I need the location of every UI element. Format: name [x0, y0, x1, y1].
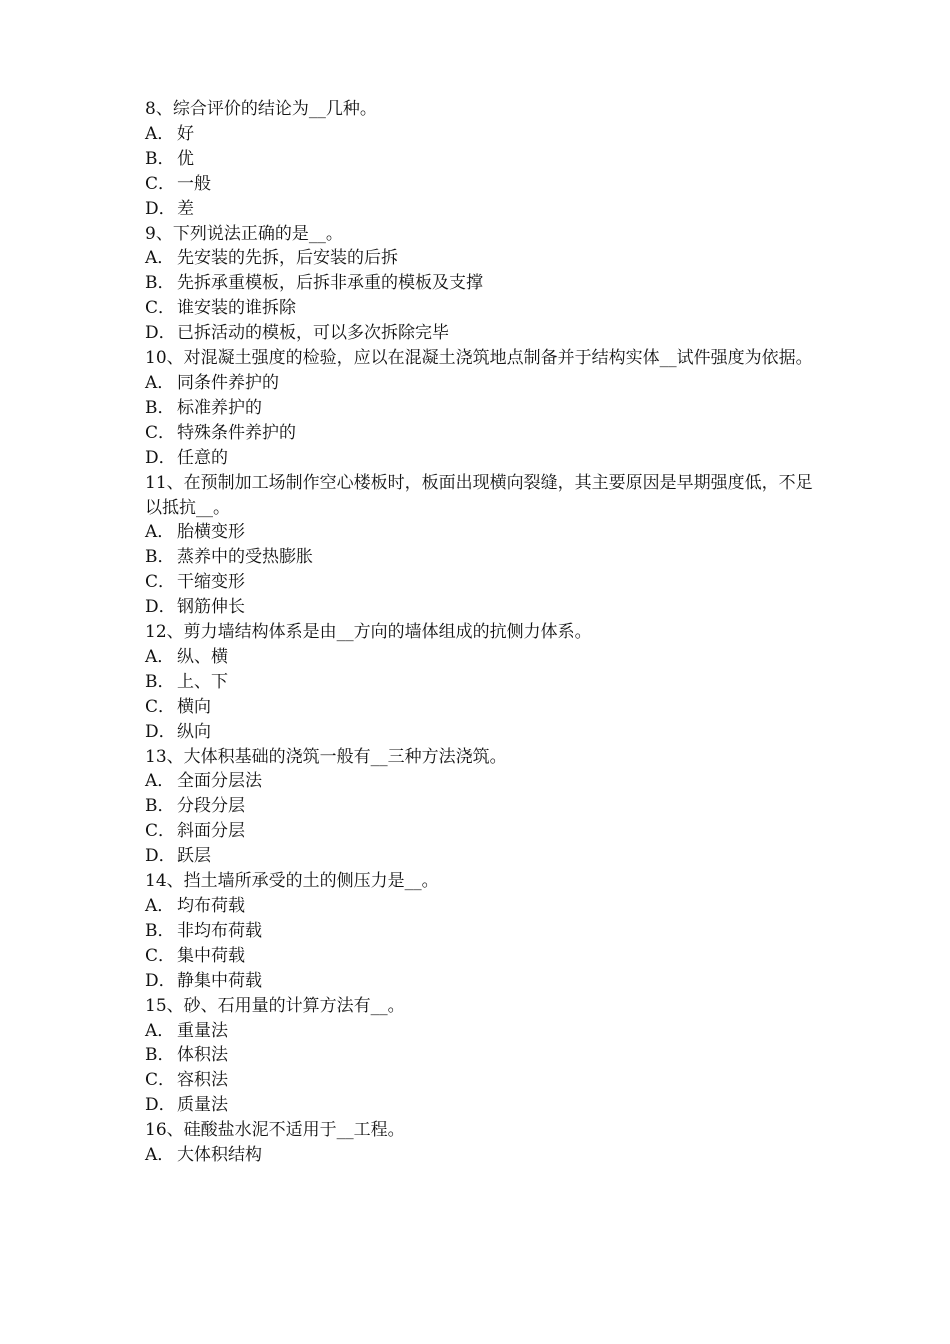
option-c: [145, 695, 815, 720]
option-text: 胎横变形: [177, 522, 245, 543]
option-letter: A．: [145, 1020, 175, 1041]
option-a: [145, 894, 815, 919]
option-text: 纵向: [177, 721, 211, 742]
option-d: [145, 446, 815, 471]
option-letter: D．: [145, 323, 176, 344]
option-letter: C．: [145, 572, 176, 593]
question-block: [145, 346, 815, 471]
option-b: [145, 147, 815, 172]
option-text: 大体积结构: [177, 1145, 262, 1166]
option-text: 任意的: [177, 447, 228, 468]
option-text: 干缩变形: [177, 572, 245, 593]
option-letter: B．: [145, 148, 175, 169]
option-letter: A．: [145, 896, 175, 916]
option-text: 蒸养中的受热膨胀: [177, 547, 313, 568]
question-list: [145, 97, 815, 1168]
option-text: 优: [177, 148, 194, 169]
option-letter: D．: [145, 970, 176, 991]
question-block: [145, 994, 815, 1119]
option-letter: C．: [145, 1070, 176, 1091]
question-stem: 13、大体积基础的浇筑一般有__三种方法浇筑。: [145, 746, 507, 767]
option-letter: C．: [145, 422, 176, 443]
question-block: [145, 1118, 815, 1168]
option-b: [145, 396, 815, 421]
option-text: 上、下: [177, 671, 228, 692]
option-text: 差: [177, 198, 194, 219]
option-letter: B．: [145, 1045, 175, 1066]
option-letter: D．: [145, 198, 176, 219]
option-text: 静集中荷载: [177, 970, 262, 991]
option-d: [145, 321, 815, 346]
option-letter: B．: [145, 547, 175, 568]
option-text: 好: [177, 123, 194, 144]
question-block: [145, 745, 815, 870]
option-letter: A．: [145, 248, 175, 269]
option-a: [145, 1019, 815, 1044]
option-a: [145, 769, 815, 794]
option-b: [145, 794, 815, 819]
option-letter: D．: [145, 1095, 176, 1116]
question-block: [145, 869, 815, 994]
option-text: 重量法: [177, 1020, 228, 1041]
question-stem: 16、硅酸盐水泥不适用于__工程。: [145, 1120, 405, 1141]
option-letter: C．: [145, 821, 176, 842]
option-d: [145, 197, 815, 222]
question-stem: 12、剪力墙结构体系是由__方向的墙体组成的抗侧力体系。: [145, 622, 592, 643]
question-block: [145, 471, 815, 620]
question-stem: 14、挡土墙所承受的土的侧压力是__。: [145, 871, 439, 892]
option-text: 分段分层: [177, 796, 245, 817]
question-stem: 15、砂、石用量的计算方法有__。: [145, 995, 405, 1016]
option-letter: A．: [145, 372, 175, 393]
option-letter: A．: [145, 123, 175, 144]
option-text: 钢筋伸长: [177, 597, 245, 618]
option-text: 谁安装的谁拆除: [177, 298, 296, 319]
option-d: [145, 595, 815, 620]
option-d: [145, 1093, 815, 1118]
question-block: [145, 620, 815, 745]
option-c: [145, 296, 815, 321]
option-text: 全面分层法: [177, 771, 262, 792]
option-text: 已拆活动的模板，可以多次拆除完毕: [177, 323, 449, 344]
option-a: [145, 246, 815, 271]
option-text: 标准养护的: [177, 397, 262, 418]
option-c: [145, 172, 815, 197]
option-letter: D．: [145, 447, 176, 468]
option-b: [145, 670, 815, 695]
option-text: 质量法: [177, 1095, 228, 1116]
option-text: 均布荷载: [177, 896, 245, 916]
option-b: [145, 271, 815, 296]
option-letter: A．: [145, 771, 175, 792]
option-letter: C．: [145, 696, 176, 717]
option-text: 先安装的先拆，后安装的后拆: [177, 248, 398, 269]
option-text: 跃层: [177, 846, 211, 867]
option-b: [145, 545, 815, 570]
option-a: [145, 371, 815, 396]
option-b: [145, 919, 815, 944]
option-letter: B．: [145, 796, 175, 817]
option-a: [145, 1143, 815, 1168]
option-letter: B．: [145, 920, 175, 941]
question-block: [145, 222, 815, 347]
option-letter: B．: [145, 273, 175, 294]
option-letter: D．: [145, 846, 176, 867]
option-text: 先拆承重模板，后拆非承重的模板及支撑: [177, 273, 483, 294]
option-letter: C．: [145, 945, 176, 966]
option-text: 集中荷载: [177, 945, 245, 966]
option-text: 横向: [177, 696, 211, 717]
option-text: 同条件养护的: [177, 372, 279, 393]
option-a: [145, 645, 815, 670]
option-c: [145, 570, 815, 595]
option-d: [145, 844, 815, 869]
option-letter: A．: [145, 646, 175, 667]
option-letter: B．: [145, 397, 175, 418]
option-text: 纵、横: [177, 646, 228, 667]
question-stem: 11、在预制加工场制作空心楼板时，板面出现横向裂缝，其主要原因是早期强度低，不足以抵抗__。: [145, 472, 813, 518]
option-d: [145, 720, 815, 745]
option-letter: D．: [145, 597, 176, 618]
option-letter: D．: [145, 721, 176, 742]
option-d: [145, 969, 815, 994]
option-text: 非均布荷载: [177, 920, 262, 941]
option-text: 一般: [177, 173, 211, 194]
option-letter: A．: [145, 522, 175, 543]
option-letter: C．: [145, 298, 176, 319]
option-text: 特殊条件养护的: [177, 422, 296, 443]
option-letter: B．: [145, 671, 175, 692]
option-c: [145, 944, 815, 969]
option-letter: A．: [145, 1145, 175, 1166]
question-stem: 8、综合评价的结论为__几种。: [145, 99, 377, 119]
option-text: 容积法: [177, 1070, 228, 1091]
question-stem: 10、对混凝土强度的检验，应以在混凝土浇筑地点制备并于结构实体__试件强度为依据。: [145, 348, 813, 369]
option-c: [145, 421, 815, 446]
question-stem: 9、下列说法正确的是__。: [145, 223, 343, 244]
question-block: [145, 97, 815, 222]
option-a: [145, 122, 815, 147]
option-a: [145, 520, 815, 545]
option-c: [145, 1068, 815, 1093]
option-letter: C．: [145, 173, 176, 194]
option-b: [145, 1043, 815, 1068]
option-text: 体积法: [177, 1045, 228, 1066]
option-text: 斜面分层: [177, 821, 245, 842]
option-c: [145, 819, 815, 844]
